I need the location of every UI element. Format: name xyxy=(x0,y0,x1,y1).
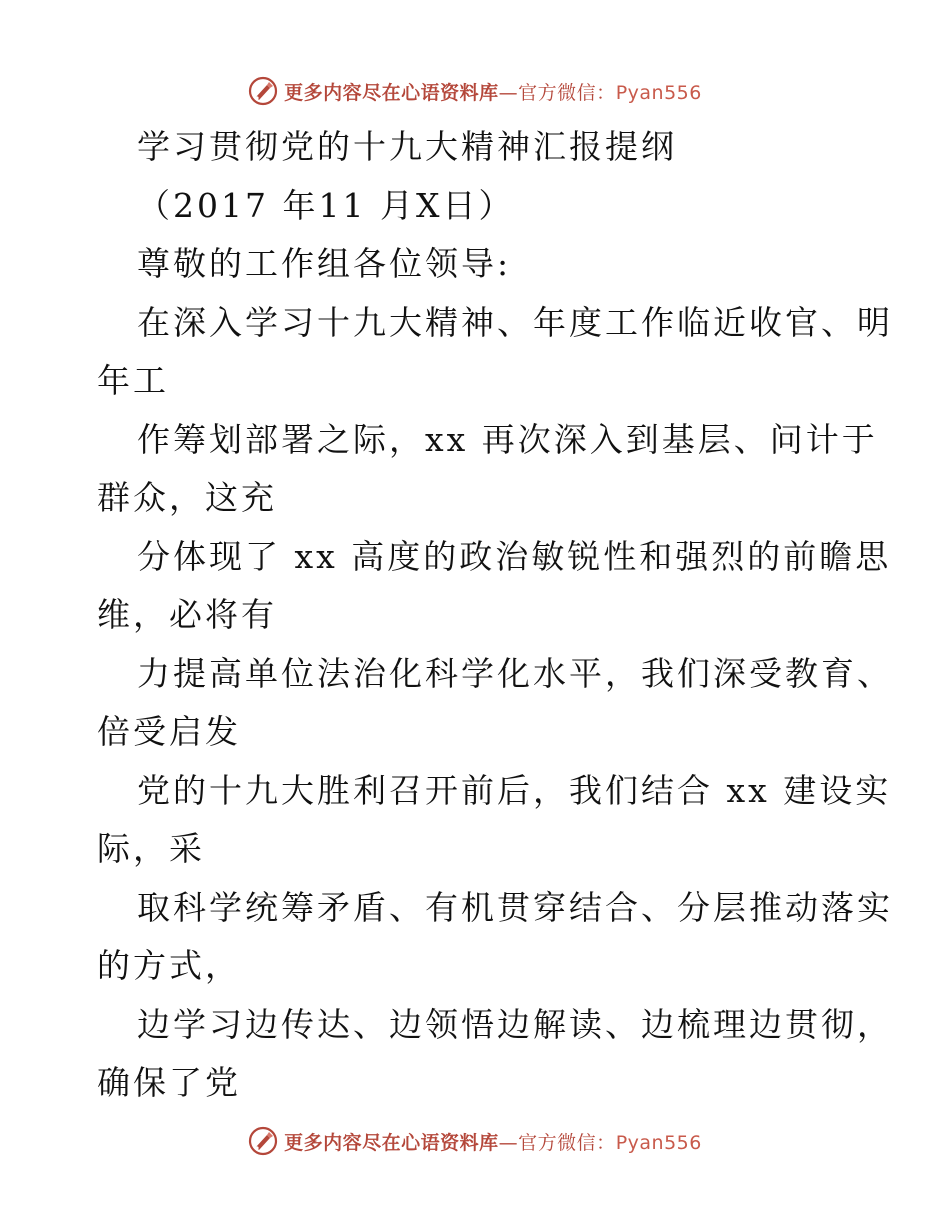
text-line: 确保了党 xyxy=(97,1063,241,1102)
text-line: 取科学统筹矛盾、有机贯穿结合、分层推动落实 xyxy=(137,887,893,927)
text-line: 年工 xyxy=(97,361,169,400)
watermark-text: 更多内容尽在心语资料库 xyxy=(284,81,499,104)
text-line: 的方式， xyxy=(97,946,241,985)
text-line: 群众，这充 xyxy=(97,478,277,517)
text-line: （2017 年11 月X日） xyxy=(137,185,515,225)
text-line: 维，必将有 xyxy=(97,595,277,634)
pen-logo-icon xyxy=(248,1126,278,1156)
text-line: 尊敬的工作组各位领导: xyxy=(137,244,512,283)
watermark-wechat-label: 官方微信： xyxy=(518,81,616,104)
text-line: 倍受启发 xyxy=(97,712,241,751)
text-line: 力提高单位法治化科学化水平，我们深受教育、 xyxy=(137,653,893,693)
document-body xyxy=(97,118,893,1113)
footer-watermark xyxy=(0,1121,950,1161)
text-line: 作筹划部署之际，xx 再次深入到基层、问计于 xyxy=(137,419,878,459)
header-watermark xyxy=(0,71,950,111)
text-line: 分体现了 xx 高度的政治敏锐性和强烈的前瞻思 xyxy=(137,536,892,576)
watermark-account: Pyan556 xyxy=(615,81,702,104)
document-title: 学习贯彻党的十九大精神汇报提纲 xyxy=(137,127,677,166)
text-line: 边学习边传达、边领悟边解读、边梳理边贯彻， xyxy=(137,1004,893,1044)
watermark-separator: — xyxy=(498,1131,519,1154)
pen-logo-icon xyxy=(248,76,278,106)
watermark-account: Pyan556 xyxy=(615,1131,702,1154)
watermark-text: 更多内容尽在心语资料库 xyxy=(284,1131,499,1154)
watermark-separator: — xyxy=(498,81,519,104)
text-line: 际，采 xyxy=(97,829,205,868)
text-line: 党的十九大胜利召开前后，我们结合 xx 建设实 xyxy=(137,770,892,810)
watermark-wechat-label: 官方微信： xyxy=(518,1131,616,1154)
text-line: 在深入学习十九大精神、年度工作临近收官、明 xyxy=(137,302,893,342)
